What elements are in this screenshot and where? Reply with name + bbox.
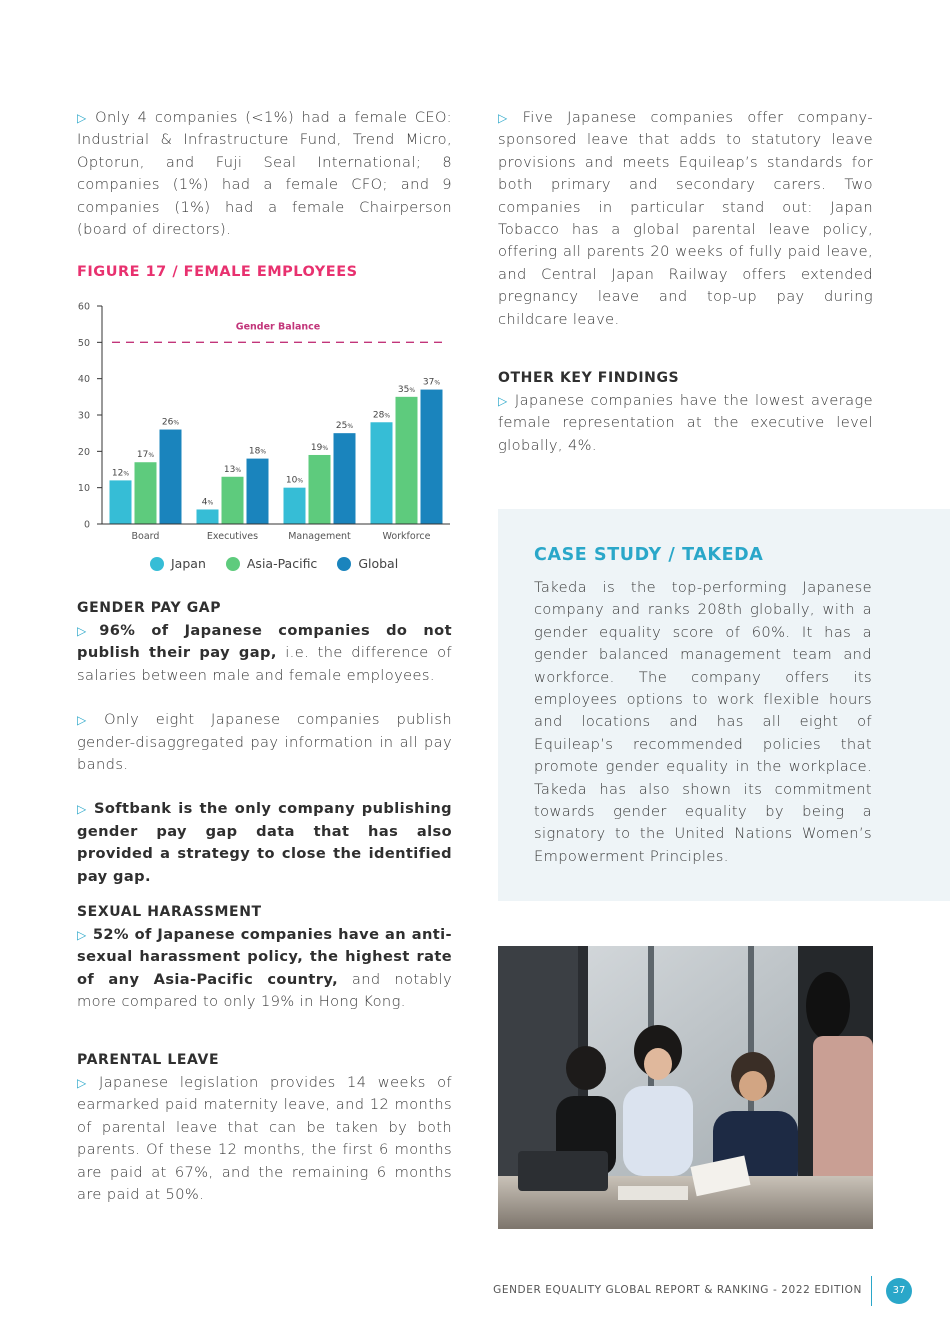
case-study-body: Takeda is the top-performing Japanese company and ranks 208th globally, with a gender equality score of 60%. It has a gender balanced management team and workforce. The company offers its employees options to work flexible hours and locations and has all eight of Equileap’s recommended policies that promote gender equality in the workplace. Takeda has also shown its commitment towards gender equality by being a signatory to the United Nations Women’s Empowerment Principles. xyxy=(534,579,872,865)
bar-value-label: 18% xyxy=(248,446,267,457)
legend-label: Japan xyxy=(171,556,206,571)
percent-suffix: % xyxy=(207,499,214,507)
percent-suffix: % xyxy=(235,466,242,474)
office-photo-illustration xyxy=(498,946,873,1229)
y-tick-label: 10 xyxy=(77,483,90,495)
x-tick-label: Executives xyxy=(206,531,259,542)
chart-legend xyxy=(150,556,398,571)
footer-text: GENDER EQUALITY GLOBAL REPORT & RANKING - 2022 EDITION xyxy=(493,1284,862,1296)
x-tick-label: Workforce xyxy=(382,531,431,542)
bar-japan-executives xyxy=(197,509,219,524)
section-heading: SEXUAL HARASSMENT xyxy=(77,904,262,920)
case-study-box xyxy=(498,509,950,901)
percent-suffix: % xyxy=(434,379,441,387)
bar-value-label: 10% xyxy=(285,475,304,486)
y-tick-label: 40 xyxy=(77,374,90,386)
section-heading: GENDER PAY GAP xyxy=(77,600,222,616)
bullet-triangle-icon: ▷ xyxy=(77,928,87,942)
percent-suffix: % xyxy=(384,412,391,420)
y-tick-label: 60 xyxy=(77,301,90,313)
bar-value-label: 35% xyxy=(397,384,416,395)
pay-gap-paragraph-3: ▷ Softbank is the only company publishing gender pay gap data that has also provided a strategy to close the identified pay gap. xyxy=(77,800,452,885)
legend-item-asia-pacific xyxy=(226,556,317,571)
percent-suffix: % xyxy=(409,386,416,394)
bar-japan-management xyxy=(284,488,306,524)
bar-value-label: 13% xyxy=(223,464,242,475)
percent-suffix: % xyxy=(347,423,354,431)
case-study-title: CASE STUDY / TAKEDA xyxy=(534,545,764,565)
bar-value-label: 28% xyxy=(372,410,391,421)
bar-asia-pacific-workforce xyxy=(396,397,418,524)
bar-value-label: 26% xyxy=(161,417,180,428)
gender-balance-label: Gender Balance xyxy=(235,321,321,333)
footer-divider xyxy=(871,1276,872,1306)
percent-suffix: % xyxy=(148,452,155,460)
page-number: 37 xyxy=(886,1278,912,1304)
y-axis xyxy=(78,302,102,531)
legend-label: Asia-Pacific xyxy=(246,556,318,571)
percent-suffix: % xyxy=(322,444,329,452)
intro-paragraph: ▷ Only 4 companies (<1%) had a female CEO: Industrial & Infrastructure Fund, Trend Micro, Optorun, and Fuji Seal International; 8 companies (1%) had a female CFO; and 9 companies (1%) had a female Chairperson (board of directors). xyxy=(77,109,452,239)
percent-suffix: % xyxy=(123,470,130,478)
bullet-triangle-icon: ▷ xyxy=(77,1076,93,1090)
bar-global-management xyxy=(334,433,356,524)
pay-gap-paragraph-1: ▷ 96% of Japanese companies do not publish their pay gap, i.e. the difference of salaries between male and female employees. xyxy=(77,622,452,684)
bar-global-board xyxy=(160,430,182,524)
y-tick-label: 0 xyxy=(83,519,90,531)
bar-asia-pacific-executives xyxy=(222,477,244,524)
bullet-triangle-icon: ▷ xyxy=(77,802,88,817)
bullet-triangle-icon: ▷ xyxy=(77,713,99,728)
team-meeting-photo xyxy=(498,946,873,1229)
legend-item-japan xyxy=(150,556,206,571)
bar-value-label: 19% xyxy=(310,442,329,453)
other-key-findings-section xyxy=(498,368,873,457)
bar-global-workforce xyxy=(421,390,443,524)
legend-label: Global xyxy=(358,556,399,571)
percent-suffix: % xyxy=(260,448,267,456)
bar-asia-pacific-board xyxy=(135,462,157,524)
section-heading: PARENTAL LEAVE xyxy=(77,1052,220,1068)
bullet-triangle-icon: ▷ xyxy=(498,111,517,125)
harassment-paragraph: ▷ 52% of Japanese companies have an anti-sexual harassment policy, the highest rate of any Asia-Pacific country, and notably more compared to only 19% in Hong Kong. xyxy=(77,926,452,1011)
bar-global-executives xyxy=(247,459,269,524)
section-heading: OTHER KEY FINDINGS xyxy=(498,370,680,386)
bullet-triangle-icon: ▷ xyxy=(77,624,98,638)
legend-dot-icon xyxy=(150,557,164,571)
y-tick-label: 50 xyxy=(77,337,90,349)
bar-japan-workforce xyxy=(371,422,393,524)
pay-gap-paragraph-2: ▷ Only eight Japanese companies publish gender-disaggregated pay information in all pay bands. xyxy=(77,711,452,774)
legend-dot-icon xyxy=(226,557,240,571)
percent-suffix: % xyxy=(297,477,304,485)
bar-value-label: 4% xyxy=(201,497,214,508)
bar-japan-board xyxy=(110,480,132,524)
female-employees-chart xyxy=(72,296,462,551)
right-intro-paragraph: ▷ Five Japanese companies offer company-sponsored leave that adds to statutory leave provisions and meets Equileap’s standards for both primary and secondary carers. Two companies in particular stand out: Japan Tobacco has a global parental leave policy, offering all parents 20 weeks of fully paid leave, and Central Japan Railway offers extended pregnancy leave and top-up pay during childcare leave. xyxy=(498,109,873,328)
legend-dot-icon xyxy=(337,557,351,571)
bar-value-label: 37% xyxy=(422,377,441,388)
y-tick-label: 20 xyxy=(77,446,90,458)
x-tick-label: Management xyxy=(288,531,351,542)
percent-suffix: % xyxy=(173,419,180,427)
bullet-triangle-icon: ▷ xyxy=(498,394,509,408)
page-footer xyxy=(493,1280,912,1304)
sexual-harassment-section xyxy=(77,902,452,1014)
gender-pay-gap-section xyxy=(77,598,452,888)
parental-paragraph: ▷ Japanese legislation provides 14 weeks of earmarked paid maternity leave, and 12 months of parental leave that can be taken by both parents. Of these 12 months, the first 6 months are paid at 67%, and the remaining 6 months are paid at 50%. xyxy=(77,1074,452,1204)
bullet-triangle-icon: ▷ xyxy=(77,111,90,125)
bar-value-label: 17% xyxy=(136,450,155,461)
bars xyxy=(110,321,446,524)
x-axis xyxy=(102,524,450,542)
bar-value-label: 25% xyxy=(335,421,354,432)
parental-leave-section xyxy=(77,1050,452,1206)
x-tick-label: Board xyxy=(131,531,160,542)
bar-value-label: 12% xyxy=(111,468,130,479)
other-findings-paragraph: ▷ Japanese companies have the lowest average female representation at the executive level globally, 4%. xyxy=(498,392,873,454)
legend-item-global xyxy=(337,556,398,571)
y-tick-label: 30 xyxy=(77,410,90,422)
figure-title: FIGURE 17 / FEMALE EMPLOYEES xyxy=(77,264,358,280)
bar-asia-pacific-management xyxy=(309,455,331,524)
